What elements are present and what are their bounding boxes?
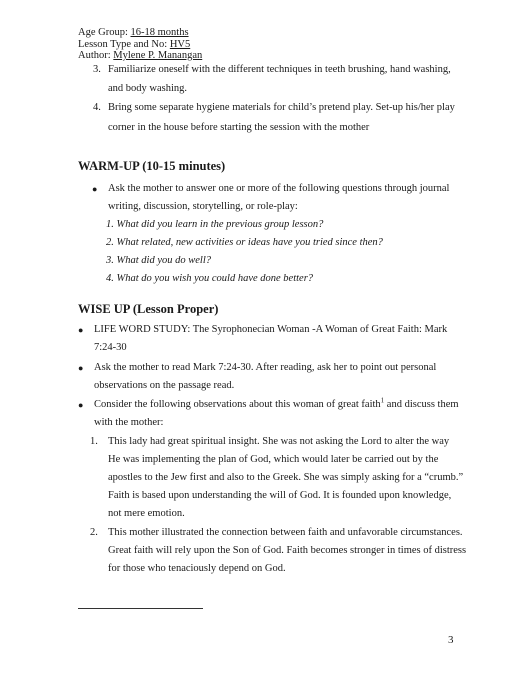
- wiseup-bullet-line: with the mother:: [94, 417, 164, 428]
- wiseup-heading: WISE UP (Lesson Proper): [78, 302, 219, 316]
- observation-line: He was implementing the plan of God, which would later be carried out by the: [108, 454, 439, 465]
- prep-item-line: corner in the house before starting the session with the mother: [108, 122, 370, 133]
- bullet-icon: ●: [78, 363, 84, 373]
- prep-item-line: Bring some separate hygiene materials for child’s pretend play. Set-up his/her play: [108, 102, 455, 113]
- page-number: 3: [448, 634, 454, 646]
- bullet-icon: ●: [78, 400, 84, 410]
- observation-line: not mere emotion.: [108, 508, 185, 519]
- observation-line: Great faith will rely upon the Son of God. Faith becomes stronger in times of distress: [108, 545, 467, 556]
- wiseup-bullet-text: Consider the following observations about this woman of great faith: [94, 399, 381, 410]
- footnote-separator: [78, 608, 203, 609]
- prep-item-number: 3.: [93, 64, 101, 75]
- age-group-line: [78, 27, 189, 38]
- age-group-label: Age Group:: [78, 27, 131, 38]
- observation-line: This mother illustrated the connection between faith and unfavorable circumstances.: [108, 527, 463, 538]
- age-group-value: 16-18 months: [130, 27, 189, 38]
- warmup-question: 4. What do you wish you could have done better?: [106, 273, 314, 284]
- warmup-question: 2. What related, new activities or ideas have you tried since then?: [106, 237, 383, 248]
- warmup-intro-line: writing, discussion, storytelling, or role-play:: [108, 201, 298, 212]
- bullet-icon: ●: [92, 184, 98, 194]
- warmup-question: 3. What did you do well?: [106, 255, 211, 266]
- author-value: Mylene P. Manangan: [113, 50, 203, 61]
- wiseup-bullet-line: LIFE WORD STUDY: The Syrophonecian Woman -A Woman of Great Faith: Mark: [94, 324, 448, 335]
- wiseup-bullet-text: and discuss them: [384, 399, 459, 410]
- observation-line: apostles to the Jew first and also to the Greek. She was simply asking for a “crumb.”: [108, 472, 464, 483]
- prep-item-number: 4.: [93, 102, 101, 113]
- lesson-value: HV5: [169, 39, 191, 50]
- wiseup-bullet-line: [94, 396, 459, 411]
- warmup-question: 1. What did you learn in the previous group lesson?: [106, 219, 324, 230]
- observation-line: for those who tenaciously depend on God.: [108, 563, 286, 574]
- prep-item-line: and body washing.: [108, 83, 188, 94]
- author-line: [78, 50, 202, 61]
- bullet-icon: ●: [78, 325, 84, 335]
- observation-number: 2.: [90, 527, 98, 538]
- warmup-intro-line: Ask the mother to answer one or more of the following questions through journal: [108, 183, 450, 194]
- observation-line: This lady had great spiritual insight. She was not asking the Lord to alter the way: [108, 436, 450, 447]
- prep-item-line: Familiarize oneself with the different techniques in teeth brushing, hand washing,: [108, 64, 451, 75]
- observation-line: Faith is based upon understanding the will of God. It is founded upon knowledge,: [108, 490, 452, 501]
- footnote-mark: 1: [380, 396, 385, 405]
- wiseup-bullet-line: 7:24-30: [94, 342, 127, 353]
- wiseup-bullet-line: observations on the passage read.: [94, 380, 235, 391]
- observation-number: 1.: [90, 436, 98, 447]
- wiseup-bullet-line: Ask the mother to read Mark 7:24-30. After reading, ask her to point out personal: [94, 362, 437, 373]
- author-label: Author:: [78, 50, 114, 61]
- lesson-line: [78, 39, 190, 50]
- lesson-label: Lesson Type and No:: [78, 39, 170, 50]
- warmup-heading: WARM-UP (10-15 minutes): [78, 159, 226, 173]
